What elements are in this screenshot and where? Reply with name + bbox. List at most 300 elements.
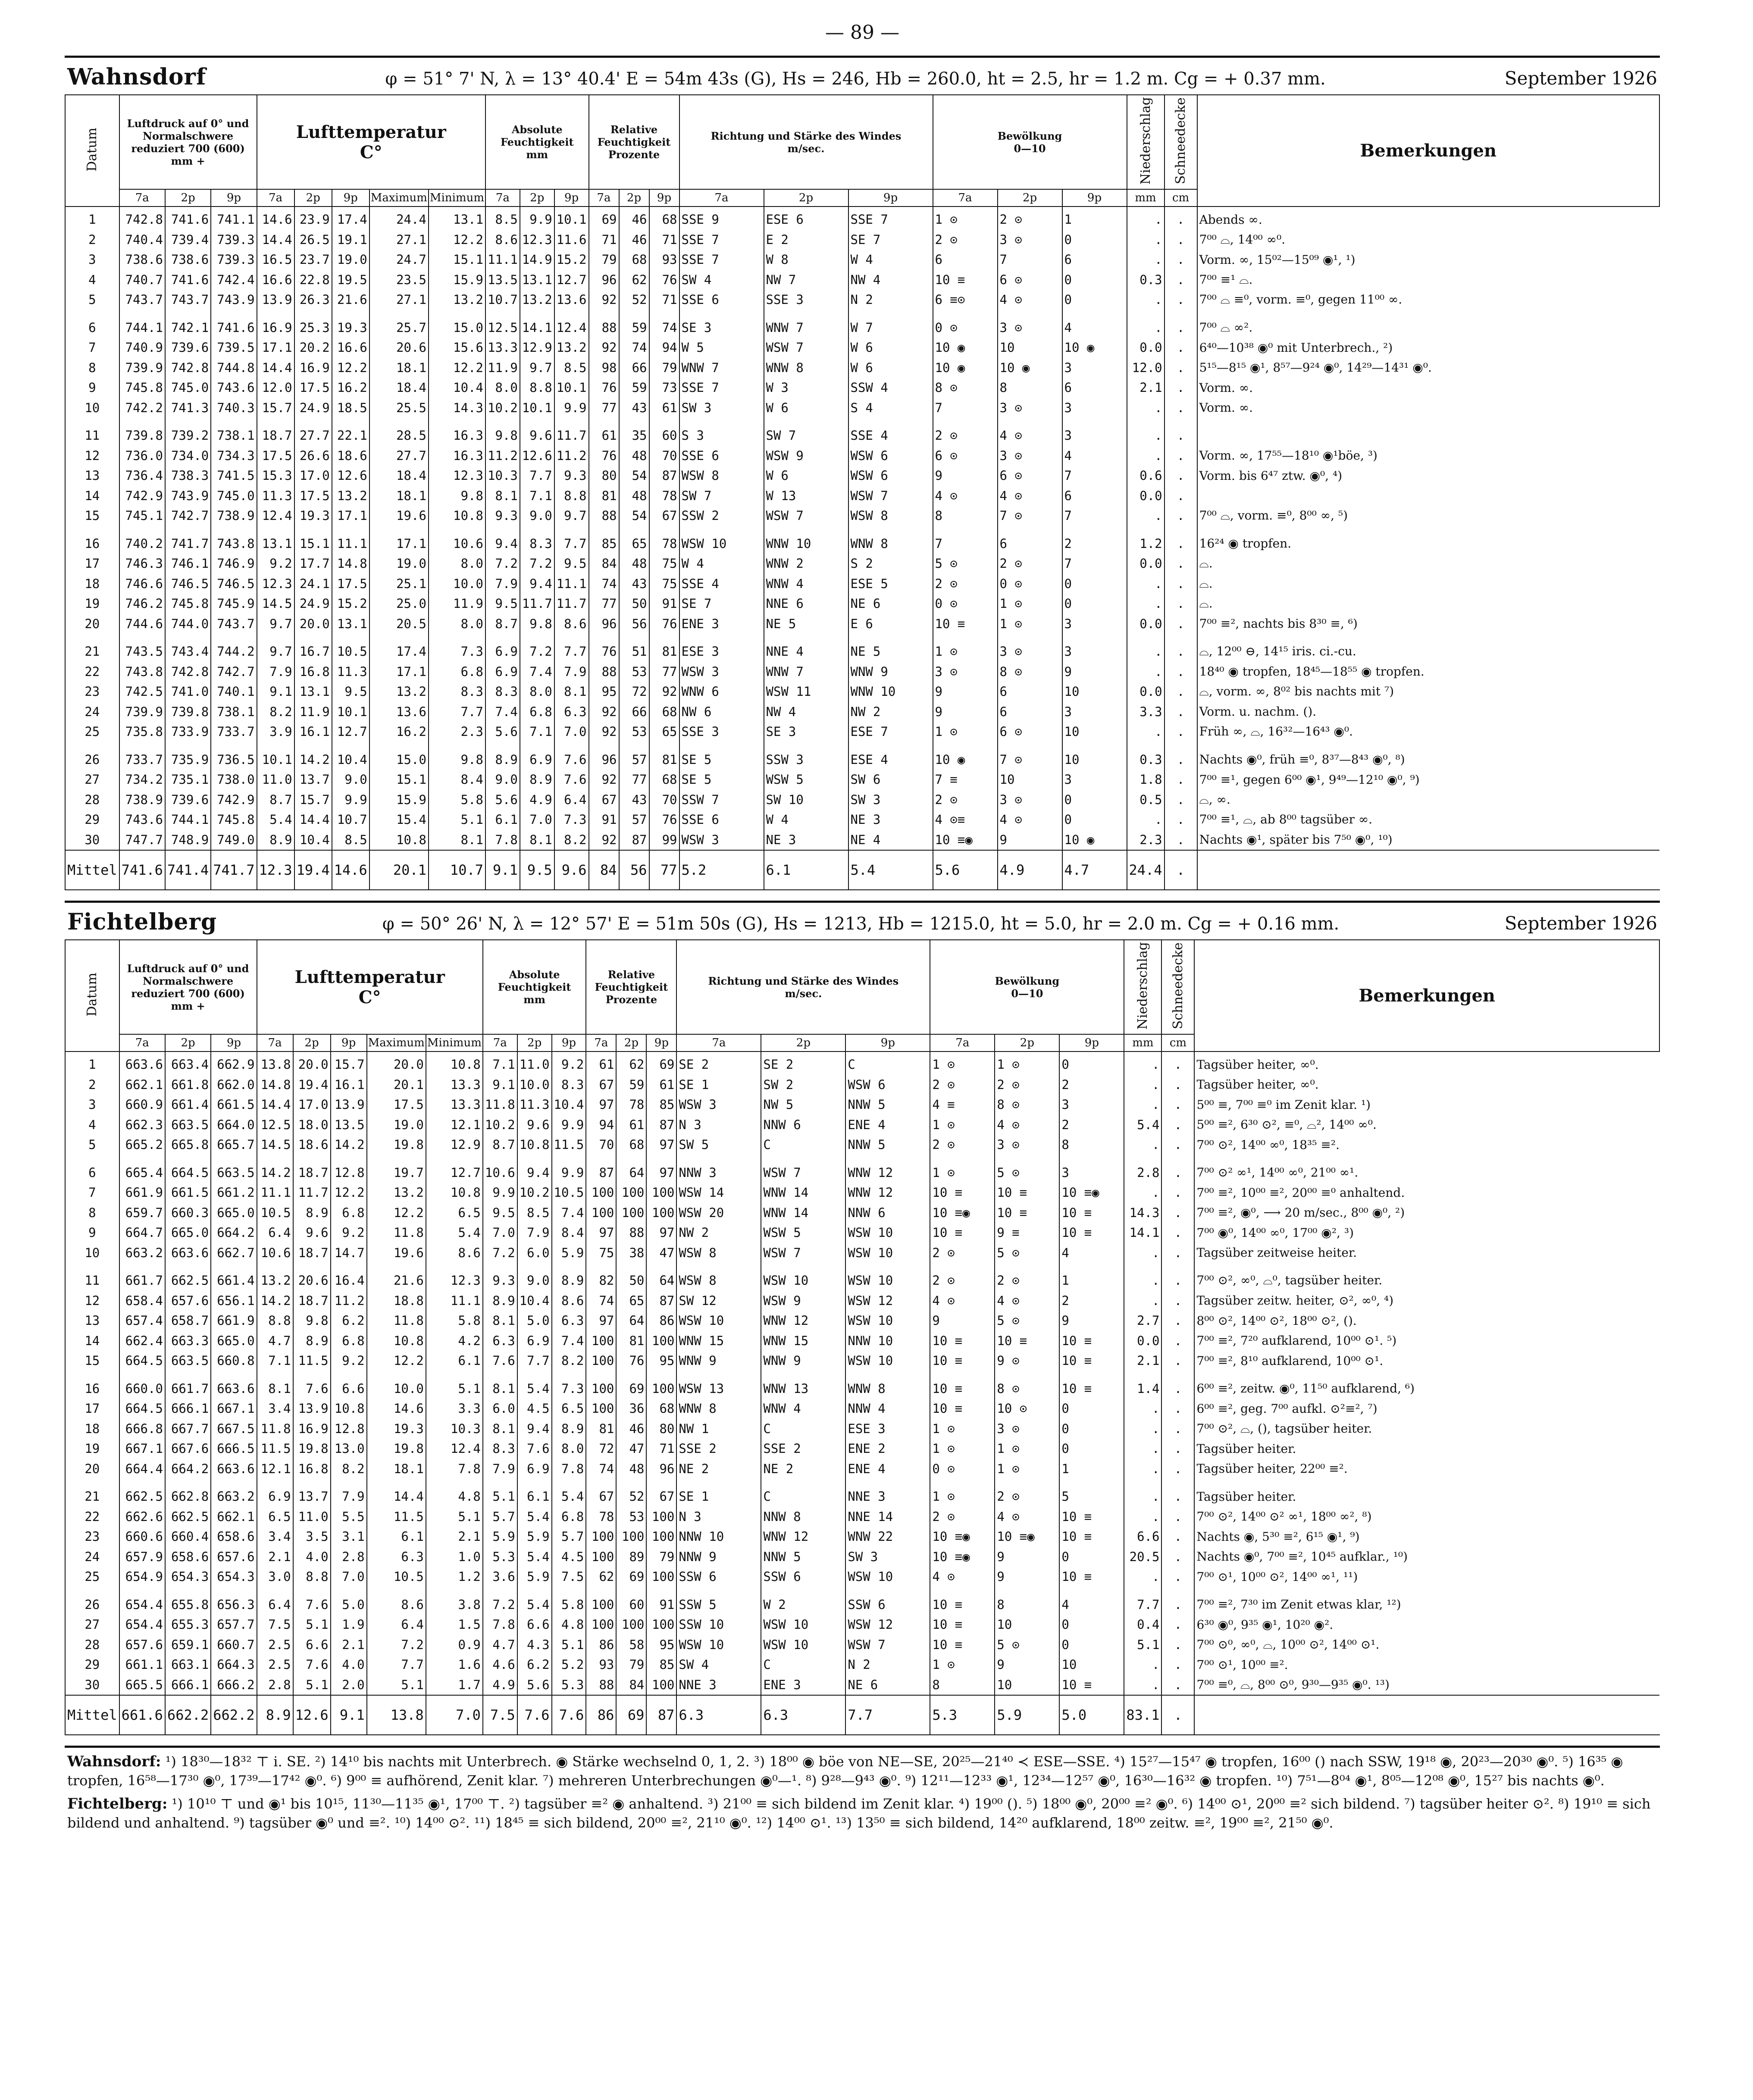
gap-cell — [211, 1263, 257, 1271]
value-cell: 11.5 — [293, 1351, 331, 1371]
value-cell: 13.5 — [331, 1115, 367, 1135]
value-cell: 4.0 — [331, 1655, 367, 1675]
value-cell: 18.1 — [369, 486, 429, 506]
date-cell: 15 — [65, 506, 119, 526]
value-cell: 67 — [649, 506, 679, 526]
value-cell: 733.9 — [165, 722, 211, 742]
value-cell: 9.4 — [485, 534, 520, 554]
value-cell: WSW 6 — [848, 466, 933, 486]
gap-cell — [1194, 1371, 1659, 1379]
value-cell: 4.0 — [293, 1547, 331, 1567]
value-cell: 0 — [1062, 230, 1127, 250]
value-cell: 10 ≡◉ — [930, 1547, 995, 1567]
table-row — [65, 290, 1659, 310]
gap-cell — [933, 418, 998, 426]
value-cell: 12.2 — [367, 1351, 426, 1371]
value-cell: 5.9 — [552, 1243, 586, 1263]
value-cell: 17.7 — [294, 554, 332, 574]
value-cell: 9.0 — [332, 770, 369, 790]
value-cell: 9.5 — [483, 1203, 517, 1223]
date-cell: 5 — [65, 1135, 119, 1155]
value-cell: SW 10 — [764, 790, 848, 810]
col-lufttemperatur: Lufttemperatur C° — [257, 95, 485, 189]
value-cell: 746.2 — [119, 594, 165, 614]
value-cell: 88 — [589, 318, 619, 338]
table-row — [65, 318, 1659, 338]
value-cell: 5.1 — [426, 1379, 483, 1399]
value-cell: 7.2 — [520, 642, 554, 662]
value-cell: 18.7 — [293, 1291, 331, 1311]
value-cell: 7.6 — [293, 1379, 331, 1399]
table-row — [65, 554, 1659, 574]
value-cell: 0 — [1059, 1399, 1124, 1419]
value-cell: 654.3 — [165, 1567, 211, 1587]
remark-cell: Vorm. ∞, 17⁵⁵—18¹⁰ ◉¹böe, ³) — [1197, 446, 1659, 466]
value-cell: WSW 7 — [764, 338, 848, 358]
gap-cell — [1164, 310, 1197, 318]
value-cell: 9.1 — [485, 850, 520, 889]
value-cell: 9 — [933, 702, 998, 722]
value-cell: 24.4 — [369, 207, 429, 230]
value-cell: . — [1161, 1351, 1194, 1371]
date-cell: 19 — [65, 594, 119, 614]
sub-2p: 2p — [294, 189, 332, 207]
value-cell: 87 — [649, 466, 679, 486]
value-cell: 3.0 — [257, 1567, 293, 1587]
gap-cell — [211, 1587, 257, 1595]
value-cell: 10 ≡ — [1059, 1567, 1124, 1587]
value-cell: 7.6 — [517, 1439, 552, 1459]
col-datum: Datum — [65, 95, 119, 207]
sub-9p: 9p — [649, 189, 679, 207]
value-cell: 65 — [616, 1291, 646, 1311]
value-cell: . — [1161, 1547, 1194, 1567]
value-cell: 8.6 — [485, 230, 520, 250]
value-cell: 10.1 — [554, 207, 589, 230]
value-cell: 667.1 — [119, 1439, 165, 1459]
value-cell: 5.1 — [552, 1635, 586, 1655]
sub-7a: 7a — [933, 189, 998, 207]
value-cell: 2.5 — [257, 1635, 293, 1655]
value-cell: 72 — [619, 682, 649, 702]
gap-cell — [429, 310, 485, 318]
value-cell: W 3 — [764, 378, 848, 398]
gap-cell — [426, 1587, 483, 1595]
remark-cell: 5⁰⁰ ≡, 7⁰⁰ ≡⁰ im Zenit klar. ¹) — [1194, 1095, 1659, 1115]
value-cell: 0.0 — [1127, 614, 1164, 634]
remark-cell — [1194, 1695, 1659, 1734]
value-cell: 9 — [1059, 1311, 1124, 1331]
remark-cell — [1197, 486, 1659, 506]
gap-cell — [1161, 1263, 1194, 1271]
value-cell: . — [1161, 1379, 1194, 1399]
value-cell: 8.9 — [257, 830, 294, 851]
value-cell: 5.6 — [485, 722, 520, 742]
value-cell: 10.1 — [257, 750, 294, 770]
value-cell: 1.2 — [426, 1567, 483, 1587]
value-cell: . — [1164, 466, 1197, 486]
value-cell: 50 — [616, 1271, 646, 1291]
value-cell: 17.0 — [294, 466, 332, 486]
value-cell: 13.1 — [257, 534, 294, 554]
value-cell: 661.9 — [211, 1311, 257, 1331]
value-cell: WNW 22 — [845, 1527, 930, 1547]
value-cell: 20.1 — [369, 850, 429, 889]
value-cell: WSW 8 — [676, 1243, 761, 1263]
value-cell: 1 — [1062, 207, 1127, 230]
value-cell: 9 — [933, 682, 998, 702]
col-absolute-feuchte: Absolute Feuchtigkeit mm — [483, 940, 586, 1034]
value-cell: 27.1 — [369, 290, 429, 310]
value-cell: 10.4 — [552, 1095, 586, 1115]
value-cell: 8.2 — [552, 1351, 586, 1371]
value-cell: 5.4 — [517, 1595, 552, 1615]
value-cell: S 4 — [848, 398, 933, 418]
gap-cell — [933, 634, 998, 642]
value-cell: 659.7 — [119, 1203, 165, 1223]
value-cell: 10 ◉ — [933, 358, 998, 378]
value-cell: SSW 6 — [761, 1567, 845, 1587]
value-cell: . — [1164, 446, 1197, 466]
table-row — [65, 1399, 1659, 1419]
value-cell: 747.7 — [119, 830, 165, 851]
value-cell: 10.0 — [367, 1379, 426, 1399]
value-cell: 86 — [586, 1635, 616, 1655]
value-cell: 92 — [589, 770, 619, 790]
value-cell: 5.1 — [293, 1675, 331, 1696]
gap-cell — [211, 526, 257, 534]
date-cell: 15 — [65, 1351, 119, 1371]
value-cell: 8.0 — [429, 554, 485, 574]
value-cell: 84 — [589, 554, 619, 574]
gap-cell — [119, 1263, 165, 1271]
value-cell: 6.8 — [331, 1203, 367, 1223]
value-cell: 15.7 — [257, 398, 294, 418]
table-row — [65, 642, 1659, 662]
value-cell: 7.6 — [483, 1351, 517, 1371]
value-cell: 100 — [646, 1203, 676, 1223]
value-cell: 743.9 — [165, 486, 211, 506]
value-cell: 5 — [1059, 1487, 1124, 1507]
value-cell: 9.6 — [554, 850, 589, 889]
value-cell: 11.7 — [554, 426, 589, 446]
table-row — [65, 1183, 1659, 1203]
value-cell: 736.0 — [119, 446, 165, 466]
value-cell: 2 — [1059, 1291, 1124, 1311]
value-cell: 84 — [589, 850, 619, 889]
value-cell: 3.9 — [257, 722, 294, 742]
value-cell: 47 — [646, 1243, 676, 1263]
value-cell: 10 ◉ — [1062, 830, 1127, 851]
date-cell: 16 — [65, 1379, 119, 1399]
value-cell: 43 — [619, 790, 649, 810]
value-cell: 61 — [649, 398, 679, 418]
value-cell: 2 ⊙ — [930, 1243, 995, 1263]
value-cell: SSW 5 — [676, 1595, 761, 1615]
value-cell: NNW 5 — [845, 1135, 930, 1155]
value-cell: 89 — [616, 1547, 646, 1567]
value-cell: 4.2 — [426, 1331, 483, 1351]
gap-cell — [845, 1371, 930, 1379]
group-gap — [65, 1479, 1659, 1487]
value-cell: 100 — [646, 1675, 676, 1696]
value-cell: N 3 — [676, 1507, 761, 1527]
sub-maximum: Maximum — [369, 189, 429, 207]
value-cell: 19.1 — [332, 230, 369, 250]
value-cell: SW 5 — [676, 1135, 761, 1155]
gap-cell — [257, 310, 294, 318]
value-cell: 80 — [589, 466, 619, 486]
value-cell: . — [1164, 230, 1197, 250]
value-cell: . — [1164, 614, 1197, 634]
col-wind: Richtung und Stärke des Windes m/sec. — [679, 95, 933, 189]
value-cell: 12.6 — [332, 466, 369, 486]
value-cell: 100 — [586, 1379, 616, 1399]
value-cell: 10 — [1062, 722, 1127, 742]
value-cell: SSE 2 — [676, 1439, 761, 1459]
table-row — [65, 1135, 1659, 1155]
value-cell: 5.1 — [429, 810, 485, 830]
value-cell: 7.7 — [367, 1655, 426, 1675]
value-cell: 67 — [589, 790, 619, 810]
value-cell: 0 ⊙ — [933, 594, 998, 614]
gap-cell — [369, 742, 429, 750]
value-cell: 100 — [646, 1527, 676, 1547]
value-cell: 16.3 — [429, 446, 485, 466]
value-cell: 740.9 — [119, 338, 165, 358]
value-cell: 6 ⊙ — [998, 270, 1062, 290]
value-cell: 15.3 — [257, 466, 294, 486]
value-cell: 664.2 — [211, 1223, 257, 1243]
value-cell: 7.3 — [554, 810, 589, 830]
value-cell: 739.3 — [211, 230, 257, 250]
gap-cell — [589, 634, 619, 642]
value-cell: 7 — [933, 398, 998, 418]
value-cell: 74 — [586, 1459, 616, 1479]
value-cell: 2 ⊙ — [995, 1271, 1059, 1291]
value-cell: 11.7 — [520, 594, 554, 614]
value-cell: W 13 — [764, 486, 848, 506]
value-cell: 12.7 — [332, 722, 369, 742]
value-cell: 57 — [619, 810, 649, 830]
value-cell: 70 — [649, 446, 679, 466]
value-cell: 744.8 — [211, 358, 257, 378]
date-cell: 21 — [65, 642, 119, 662]
table-row — [65, 1419, 1659, 1439]
station-coordinates: φ = 51° 7' N, λ = 13° 40.4' E = 54m 43s (G), Hs = 246, Hb = 260.0, ht = 2.5, hr = 1.2 m. Cg = + 0.37 mm. — [385, 69, 1326, 89]
value-cell: 100 — [586, 1615, 616, 1635]
gap-cell — [649, 418, 679, 426]
value-cell: 5.3 — [483, 1547, 517, 1567]
value-cell: 0.6 — [1127, 466, 1164, 486]
value-cell: 16.2 — [332, 378, 369, 398]
value-cell: 71 — [649, 230, 679, 250]
value-cell: 88 — [589, 662, 619, 682]
value-cell: 3.6 — [483, 1567, 517, 1587]
value-cell: 97 — [586, 1311, 616, 1331]
table-row — [65, 338, 1659, 358]
value-cell: 743.5 — [119, 642, 165, 662]
value-cell: 5.7 — [483, 1507, 517, 1527]
value-cell: 6.1 — [764, 850, 848, 889]
sub-7a: 7a — [676, 1034, 761, 1052]
value-cell: 24.4 — [1127, 850, 1164, 889]
value-cell: 4 ⊙ — [930, 1291, 995, 1311]
value-cell: 8.3 — [485, 682, 520, 702]
value-cell: 7.6 — [293, 1655, 331, 1675]
value-cell: 663.5 — [165, 1115, 211, 1135]
value-cell: 3.8 — [426, 1595, 483, 1615]
value-cell: 11.9 — [429, 594, 485, 614]
remark-cell: 5⁰⁰ ≡², 6³⁰ ⊙², ≡⁰, ⌓², 14⁰⁰ ∞⁰. — [1194, 1115, 1659, 1135]
value-cell: 96 — [589, 750, 619, 770]
value-cell: . — [1161, 1419, 1194, 1439]
date-cell: 22 — [65, 1507, 119, 1527]
value-cell: 10 ≡ — [1059, 1527, 1124, 1547]
value-cell: 664.3 — [211, 1655, 257, 1675]
group-gap — [65, 1371, 1659, 1379]
value-cell: 10.8 — [369, 830, 429, 851]
value-cell: 5.4 — [257, 810, 294, 830]
col-relative-feuchte: Relative Feuchtigkeit Prozente — [586, 940, 676, 1034]
value-cell: 15.1 — [429, 250, 485, 270]
gap-cell — [646, 1371, 676, 1379]
value-cell: SSW 10 — [676, 1615, 761, 1635]
value-cell: SW 7 — [679, 486, 764, 506]
value-cell: 746.6 — [119, 574, 165, 594]
col-absolute-feuchte: Absolute Feuchtigkeit mm — [485, 95, 589, 189]
value-cell: 736.4 — [119, 466, 165, 486]
value-cell: 8.8 — [257, 1311, 293, 1331]
value-cell: 6.3 — [483, 1331, 517, 1351]
gap-cell — [930, 1155, 995, 1163]
value-cell: 8.1 — [483, 1379, 517, 1399]
value-cell: 7.0 — [520, 810, 554, 830]
gap-cell — [764, 634, 848, 642]
value-cell: 13.2 — [332, 486, 369, 506]
gap-cell — [65, 418, 119, 426]
value-cell: 6 ⊙ — [998, 722, 1062, 742]
value-cell: . — [1164, 574, 1197, 594]
remark-cell: 7⁰⁰ ⌓ ∞². — [1197, 318, 1659, 338]
value-cell: 5.0 — [517, 1311, 552, 1331]
gap-cell — [211, 742, 257, 750]
value-cell: 6.0 — [483, 1399, 517, 1419]
value-cell: 7.6 — [517, 1695, 552, 1734]
value-cell: 666.1 — [165, 1399, 211, 1419]
value-cell: 100 — [586, 1527, 616, 1547]
value-cell: . — [1164, 770, 1197, 790]
gap-cell — [554, 418, 589, 426]
value-cell: 76 — [589, 446, 619, 466]
value-cell: . — [1164, 554, 1197, 574]
value-cell: . — [1164, 426, 1197, 446]
value-cell: 741.6 — [119, 850, 165, 889]
value-cell: 655.3 — [165, 1615, 211, 1635]
value-cell: NNW 6 — [761, 1115, 845, 1135]
value-cell: 4.5 — [552, 1547, 586, 1567]
group-gap — [65, 310, 1659, 318]
value-cell: 74 — [589, 574, 619, 594]
value-cell: 743.6 — [211, 378, 257, 398]
value-cell: SSE 6 — [679, 810, 764, 830]
value-cell: ENE 3 — [679, 614, 764, 634]
value-cell: 741.0 — [165, 682, 211, 702]
value-cell: 46 — [616, 1419, 646, 1439]
value-cell: 662.4 — [119, 1331, 165, 1351]
value-cell: 19.8 — [293, 1439, 331, 1459]
gap-cell — [554, 634, 589, 642]
value-cell: . — [1127, 398, 1164, 418]
value-cell: 7 ⊙ — [998, 750, 1062, 770]
value-cell: 6 — [933, 250, 998, 270]
value-cell: 53 — [616, 1507, 646, 1527]
gap-cell — [554, 310, 589, 318]
value-cell: 100 — [646, 1379, 676, 1399]
table-row — [65, 750, 1659, 770]
value-cell: 1 ⊙ — [930, 1115, 995, 1135]
value-cell: 100 — [586, 1399, 616, 1419]
value-cell: WSW 10 — [676, 1635, 761, 1655]
value-cell: NW 2 — [848, 702, 933, 722]
value-cell: 7.6 — [552, 1695, 586, 1734]
value-cell: 2 ⊙ — [933, 574, 998, 594]
value-cell: 743.7 — [211, 614, 257, 634]
value-cell: 662.1 — [211, 1507, 257, 1527]
footnotes-wahnsdorf-label: Wahnsdorf: — [67, 1753, 161, 1771]
value-cell: 25.7 — [369, 318, 429, 338]
group-gap — [65, 418, 1659, 426]
gap-cell — [1197, 526, 1659, 534]
value-cell: 743.8 — [119, 662, 165, 682]
value-cell: SE 7 — [679, 594, 764, 614]
value-cell: 10 ≡ — [930, 1635, 995, 1655]
remark-cell: ⌓. — [1197, 574, 1659, 594]
value-cell: 14.9 — [520, 250, 554, 270]
gap-cell — [1124, 1263, 1161, 1271]
value-cell: 4.7 — [257, 1331, 293, 1351]
value-cell: 4 — [1062, 318, 1127, 338]
value-cell: 12.3 — [257, 850, 294, 889]
value-cell: 14.2 — [331, 1135, 367, 1155]
gap-cell — [65, 1263, 119, 1271]
gap-cell — [552, 1479, 586, 1487]
value-cell: 11.7 — [554, 594, 589, 614]
observation-table — [65, 939, 1660, 1734]
gap-cell — [257, 526, 294, 534]
value-cell: 8.4 — [429, 770, 485, 790]
value-cell: 739.9 — [119, 702, 165, 722]
value-cell: WSW 3 — [676, 1095, 761, 1115]
gap-cell — [998, 418, 1062, 426]
sub-7a: 7a — [257, 1034, 293, 1052]
value-cell: 8 — [933, 506, 998, 526]
value-cell: WNW 8 — [764, 358, 848, 378]
value-cell: 10 ≡◉ — [933, 830, 998, 851]
value-cell: 10.5 — [367, 1567, 426, 1587]
value-cell: SSW 3 — [764, 750, 848, 770]
gap-cell — [930, 1263, 995, 1271]
value-cell: 2.1 — [257, 1547, 293, 1567]
date-cell: 18 — [65, 1419, 119, 1439]
value-cell: 21.6 — [332, 290, 369, 310]
value-cell: 7.4 — [520, 662, 554, 682]
value-cell: 10.2 — [517, 1183, 552, 1203]
value-cell: 77 — [649, 662, 679, 682]
value-cell: 6.8 — [552, 1507, 586, 1527]
value-cell: W 6 — [764, 466, 848, 486]
value-cell: 742.7 — [165, 506, 211, 526]
